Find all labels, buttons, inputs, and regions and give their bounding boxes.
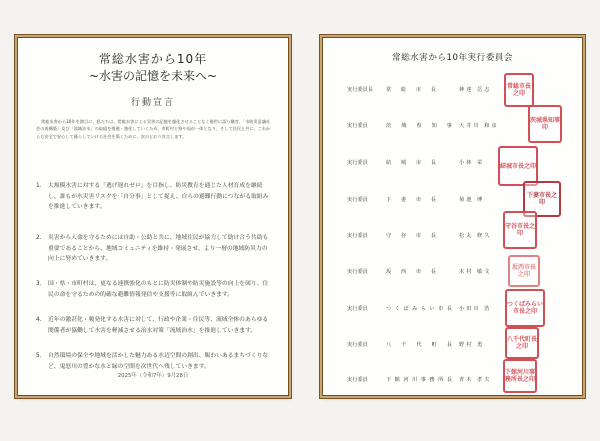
declaration-heading: 行動宣言 <box>130 98 175 108</box>
member-name: 松丸 修久 <box>459 233 492 239</box>
member-name: 小田川 浩 <box>459 306 492 312</box>
item-text: 近年の激甚化・頻発化する水害に対して、行政や企業・住民等、流域全体のあらゆる関係者が協働して水害を軽減させる治水対策「流域治水」を推進していきます。 <box>48 317 269 334</box>
member-position: 守 谷 市 長 <box>386 233 436 239</box>
member-name: 大井川 和彦 <box>459 123 499 129</box>
declaration-subtitle: ~水害の記憶を未来へ~ <box>88 69 218 83</box>
declaration-date: 2025年（令和7年）9月28日 <box>117 373 189 379</box>
official-seal: つくばみらい市長之印 <box>505 289 545 327</box>
item-number: 4. <box>36 317 42 323</box>
official-seal: 結城市長之印 <box>498 146 538 186</box>
member-row <box>323 148 582 184</box>
member-name: 木村 敏文 <box>459 269 492 275</box>
declaration-page <box>17 37 289 396</box>
member-position: 茨 城 県 知 事 <box>386 123 452 129</box>
official-seal: 守谷市長之印 <box>503 211 537 249</box>
member-position: 下 妻 市 長 <box>386 197 436 203</box>
member-row <box>323 257 582 293</box>
declaration-item <box>36 279 270 300</box>
declaration-item <box>36 315 270 336</box>
member-position: 下館河川事務所長 <box>386 377 452 383</box>
member-role: 実行委員 <box>347 342 368 348</box>
item-number: 2. <box>36 235 42 241</box>
member-position: 常 総 市 長 <box>386 87 436 93</box>
official-seal: 茨城県知事印 <box>528 105 562 143</box>
declaration-preamble: 常総水害から10年を節目に、私たちは、常総水害による災害の記憶を風化させることなく後世に語り継ぎ、「水防災意識社会の再構築」及び「流域治水」の取組を推進・強化していくため、市町村と県や国が一体となり、そして住民と共に、これからも安全で安心して暮らしていける社会を築くために、次のとおり宣言します。 <box>36 119 271 139</box>
member-position: 八 千 代 町 長 <box>386 342 452 348</box>
member-row <box>323 365 582 401</box>
committee-page <box>322 37 583 396</box>
member-role: 実行委員 <box>347 306 368 312</box>
member-row <box>323 330 582 366</box>
item-text: 災害から人命を守るためには自助・公助と共に、地域住民が協力して助け合う共助も重要であることから、地域コミュニティを維持・発展させ、より一層の地域防災力の向上に努めていきます。 <box>48 235 269 263</box>
declaration-item <box>36 351 270 372</box>
item-number: 3. <box>36 281 42 287</box>
item-text: 国・県・市町村は、更なる連携強化のもとに防災体制や防災施設等の向上を図り、住民の命を守るための的確な避難情報発信や支援等に取組んでいきます。 <box>48 281 269 298</box>
member-name: 菊池 博 <box>459 197 485 203</box>
item-text: 自然環境の保全や地域を活かした魅力ある水辺空間の創出、賑わいあるまちづくりなど、鬼怒川の豊かな水と緑の空間を次世代へ残していきます。 <box>48 353 269 370</box>
declaration-item <box>36 233 270 265</box>
official-seal: 坂西市長之印 <box>508 255 540 287</box>
official-seal: 常総市長之印 <box>504 73 534 107</box>
member-role: 実行委員 <box>347 269 368 275</box>
member-row <box>323 221 582 257</box>
member-name: 神達 岳志 <box>459 87 492 93</box>
member-role: 実行委員長 <box>347 87 373 93</box>
member-position: 坂 西 市 長 <box>386 269 436 275</box>
member-role: 実行委員 <box>347 233 368 239</box>
member-role: 実行委員 <box>347 123 368 129</box>
declaration-title: 常総水害から10年 <box>98 52 208 66</box>
item-number: 1. <box>36 183 42 189</box>
member-row <box>323 185 582 221</box>
member-name: 小林 栄 <box>459 160 485 166</box>
item-number: 5. <box>36 353 42 359</box>
declaration-item <box>36 181 270 213</box>
committee-title: 常総水害から10年実行委員会 <box>391 53 514 63</box>
member-position: 結 城 市 長 <box>386 160 436 166</box>
member-role: 実行委員 <box>347 377 368 383</box>
official-seal: 八千代町長之印 <box>505 327 539 359</box>
member-row <box>323 294 582 330</box>
member-name: 野村 勇 <box>459 342 485 348</box>
item-text: 大規模水害に対する「逃げ遅れゼロ」を目指し、防災教育を通じた人材育成を継続し、誰もが水災害リスクを「自分事」として捉え、自らの避難行動につながる取組みを推進していきます。 <box>48 183 269 211</box>
official-seal: 下妻市長之印 <box>523 181 561 217</box>
member-role: 実行委員 <box>347 197 368 203</box>
member-name: 青木 孝夫 <box>459 377 492 383</box>
member-position: つくばみらい市長 <box>386 306 452 312</box>
official-seal: 下館河川事務所長之印 <box>503 359 537 393</box>
member-role: 実行委員 <box>347 160 368 166</box>
member-row <box>323 111 582 147</box>
